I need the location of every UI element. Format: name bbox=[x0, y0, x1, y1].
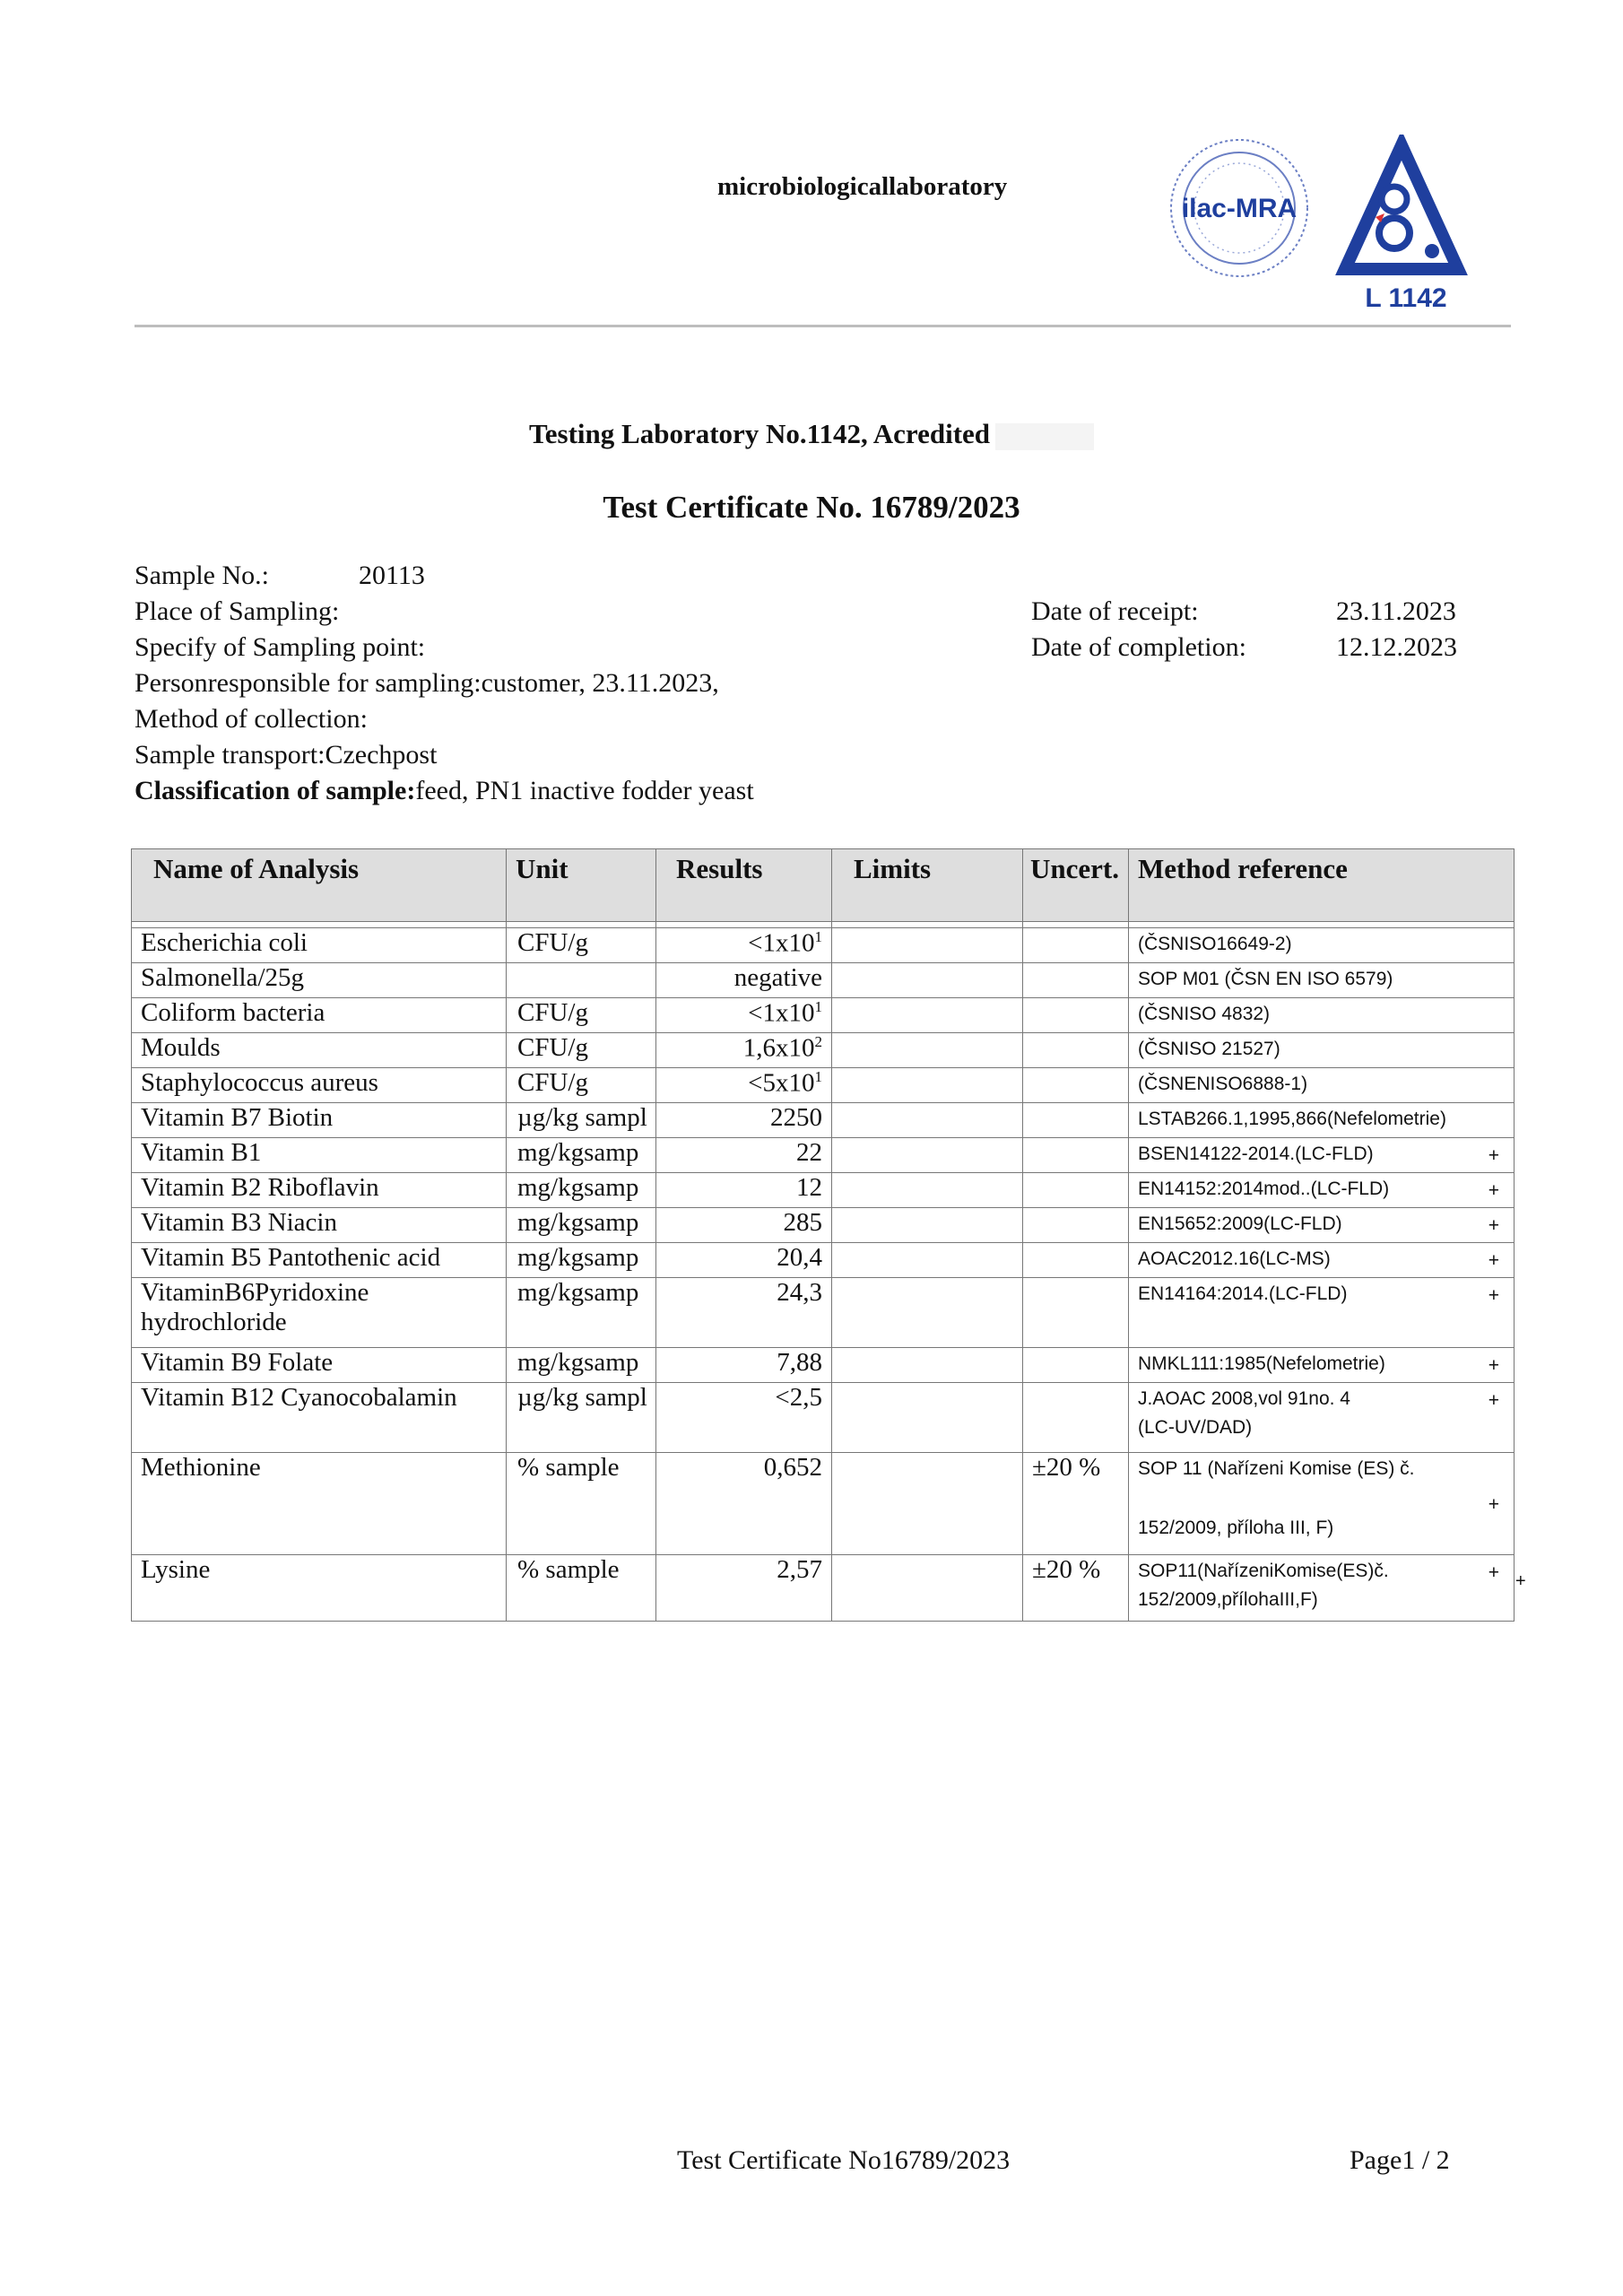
method-reference bbox=[1129, 1208, 1515, 1243]
analysis-name bbox=[132, 1383, 507, 1453]
place-of-sampling: Place of Sampling: bbox=[135, 596, 340, 626]
result-value: 0,652 bbox=[763, 1453, 822, 1482]
sampling-point: Specify of Sampling point: bbox=[135, 632, 426, 662]
result bbox=[656, 1173, 832, 1208]
table-row bbox=[132, 1138, 1515, 1173]
results-table bbox=[131, 848, 1515, 1622]
method-text: EN14164:2014.(LC-FLD) bbox=[1138, 1283, 1348, 1304]
analysis-name-text: Methionine bbox=[141, 1453, 261, 1482]
date-of-completion-row: Date of completion: 12.12.2023 bbox=[1031, 632, 1457, 662]
method-text: J.AOAC 2008,vol 91no. 4 bbox=[1138, 1388, 1350, 1409]
limit bbox=[832, 1068, 1023, 1103]
result-value: <5x10 bbox=[748, 1068, 815, 1098]
limit bbox=[832, 998, 1023, 1033]
accreditation-plus-mark: + bbox=[1488, 1390, 1499, 1411]
result-value: <1x10 bbox=[748, 998, 815, 1028]
unit: mg/kgsamp bbox=[507, 1173, 656, 1208]
accreditation-plus-mark: + bbox=[1488, 1215, 1499, 1236]
unit: µg/kg sampl bbox=[507, 1383, 656, 1453]
uncertainty: ±20 % bbox=[1023, 1453, 1129, 1555]
limit bbox=[832, 1348, 1023, 1383]
unit: mg/kgsamp bbox=[507, 1243, 656, 1278]
accreditation-plus-mark: + bbox=[1488, 1285, 1499, 1306]
analysis-name-text: Vitamin B2 Riboflavin bbox=[141, 1173, 379, 1202]
result bbox=[656, 1208, 832, 1243]
method-text: BSEN14122-2014.(LC-FLD) bbox=[1138, 1144, 1374, 1164]
limit bbox=[832, 1173, 1023, 1208]
classification-row: Classification of sample:feed, PN1 inactive fodder yeast bbox=[135, 776, 754, 805]
method-text-2: (LC-UV/DAD) bbox=[1138, 1417, 1253, 1438]
dates-info bbox=[1031, 594, 1462, 665]
uncertainty bbox=[1023, 1278, 1129, 1348]
date-of-receipt-row: Date of receipt: 23.11.2023 bbox=[1031, 596, 1456, 626]
accreditation-plus-mark: + bbox=[1488, 1562, 1499, 1583]
table-row bbox=[132, 1383, 1515, 1453]
col-limits-header: Limits bbox=[832, 849, 1023, 922]
col-results-header: Results bbox=[656, 849, 832, 922]
laboratory-name: microbiologicallaboratory bbox=[717, 172, 1008, 201]
method-reference bbox=[1129, 1138, 1515, 1173]
limit bbox=[832, 928, 1023, 963]
table-row bbox=[132, 1068, 1515, 1103]
footer-page-number: Page1 / 2 bbox=[1350, 2145, 1450, 2175]
method-reference bbox=[1129, 1453, 1515, 1555]
result-value: negative bbox=[733, 963, 822, 992]
result bbox=[656, 1555, 832, 1622]
result-exponent: 1 bbox=[814, 928, 822, 945]
result-value: 7,88 bbox=[777, 1348, 822, 1377]
uncertainty bbox=[1023, 1173, 1129, 1208]
limit bbox=[832, 1243, 1023, 1278]
result bbox=[656, 1453, 832, 1555]
table-row bbox=[132, 1033, 1515, 1068]
table-row bbox=[132, 1208, 1515, 1243]
method-reference bbox=[1129, 1033, 1515, 1068]
table-header-row bbox=[132, 849, 1515, 922]
analysis-name-text-2: hydrochloride bbox=[141, 1308, 287, 1336]
person-responsible: Personresponsible for sampling:customer, 23.11.2023, bbox=[135, 668, 719, 698]
result-value: 12 bbox=[796, 1173, 822, 1202]
method-text: NMKL111:1985(Nefelometrie) bbox=[1138, 1353, 1385, 1374]
limit bbox=[832, 963, 1023, 998]
analysis-name bbox=[132, 1173, 507, 1208]
result-value: 1,6x10 bbox=[742, 1033, 815, 1063]
table-row bbox=[132, 1278, 1515, 1348]
table-row bbox=[132, 1555, 1515, 1622]
uncertainty bbox=[1023, 1033, 1129, 1068]
accreditation-plus-mark: + bbox=[1488, 1250, 1499, 1271]
result bbox=[656, 1033, 832, 1068]
analysis-name bbox=[132, 1068, 507, 1103]
table-row bbox=[132, 928, 1515, 963]
result-value: 2250 bbox=[770, 1103, 822, 1132]
analysis-name-text: VitaminB6Pyridoxine bbox=[141, 1278, 369, 1307]
result bbox=[656, 1103, 832, 1138]
analysis-name-text: Staphylococcus aureus bbox=[141, 1068, 378, 1097]
result-value: <1x10 bbox=[748, 928, 815, 958]
analysis-name bbox=[132, 928, 507, 963]
analysis-name bbox=[132, 1033, 507, 1068]
result bbox=[656, 1243, 832, 1278]
result-value: 2,57 bbox=[777, 1555, 822, 1584]
limit bbox=[832, 1208, 1023, 1243]
logo-code: L 1142 bbox=[1365, 283, 1447, 313]
limit bbox=[832, 1555, 1023, 1622]
receipt-date: 23.11.2023 bbox=[1336, 596, 1456, 626]
unit: µg/kg sampl bbox=[507, 1103, 656, 1138]
ilac-mra-logo bbox=[1166, 135, 1515, 318]
unit: mg/kgsamp bbox=[507, 1138, 656, 1173]
result-value: 24,3 bbox=[777, 1278, 822, 1307]
unit: mg/kgsamp bbox=[507, 1278, 656, 1348]
analysis-name-text: Moulds bbox=[141, 1033, 221, 1062]
analysis-name-text: Vitamin B7 Biotin bbox=[141, 1103, 334, 1132]
sample-no-row: Sample No.: 20113 bbox=[135, 561, 425, 590]
sample-no: 20113 bbox=[359, 561, 425, 590]
method-reference bbox=[1129, 1555, 1515, 1622]
method-text: LSTAB266.1,1995,866(Nefelometrie) bbox=[1138, 1109, 1446, 1129]
method-reference bbox=[1129, 1348, 1515, 1383]
analysis-name-text: Escherichia coli bbox=[141, 928, 308, 957]
analysis-name bbox=[132, 1453, 507, 1555]
analysis-name bbox=[132, 1243, 507, 1278]
col-name-header: Name of Analysis bbox=[132, 849, 507, 922]
analysis-name bbox=[132, 1278, 507, 1348]
uncertainty bbox=[1023, 1383, 1129, 1453]
accreditation-plus-mark: + bbox=[1488, 1145, 1499, 1166]
analysis-name bbox=[132, 1208, 507, 1243]
result bbox=[656, 1138, 832, 1173]
result bbox=[656, 928, 832, 963]
uncertainty bbox=[1023, 1243, 1129, 1278]
method-reference bbox=[1129, 963, 1515, 998]
result-exponent: 1 bbox=[814, 998, 822, 1015]
result-value: 285 bbox=[783, 1208, 822, 1237]
result bbox=[656, 1278, 832, 1348]
accreditation-plus-mark: + bbox=[1488, 1180, 1499, 1201]
sample-info bbox=[135, 558, 754, 809]
result-exponent: 2 bbox=[814, 1033, 822, 1050]
result-value: 20,4 bbox=[777, 1243, 822, 1272]
outside-plus-mark: + bbox=[1515, 1571, 1526, 1591]
analysis-name-text: Vitamin B1 bbox=[141, 1138, 262, 1167]
footer-certificate: Test Certificate No16789/2023 bbox=[677, 2145, 1011, 2175]
method-text-2: 152/2009, příloha III, F) bbox=[1138, 1518, 1334, 1538]
analysis-name-text: Coliform bacteria bbox=[141, 998, 325, 1027]
analysis-name-text: Vitamin B3 Niacin bbox=[141, 1208, 337, 1237]
accreditation-plus-mark: + bbox=[1488, 1494, 1499, 1515]
unit: mg/kgsamp bbox=[507, 1208, 656, 1243]
table-row bbox=[132, 963, 1515, 998]
accreditation-line: Testing Laboratory No.1142, Acredited bbox=[0, 418, 1623, 450]
unit: CFU/g bbox=[507, 928, 656, 963]
method-text-2: 152/2009,přílohaIII,F) bbox=[1138, 1589, 1318, 1610]
method-text: (ČSNENISO6888-1) bbox=[1138, 1074, 1308, 1094]
result bbox=[656, 963, 832, 998]
method-reference bbox=[1129, 928, 1515, 963]
uncertainty bbox=[1023, 1068, 1129, 1103]
certificate-title: Test Certificate No. 16789/2023 bbox=[603, 490, 1020, 525]
redacted-area bbox=[995, 423, 1094, 450]
result bbox=[656, 1383, 832, 1453]
uncertainty bbox=[1023, 963, 1129, 998]
limit bbox=[832, 1453, 1023, 1555]
method-text: AOAC2012.16(LC-MS) bbox=[1138, 1248, 1331, 1269]
col-unit-header: Unit bbox=[507, 849, 656, 922]
ilac-logo-text: ilac-MRA bbox=[1181, 194, 1298, 223]
analysis-name bbox=[132, 1555, 507, 1622]
method-reference bbox=[1129, 1383, 1515, 1453]
analysis-name-text: Lysine bbox=[141, 1555, 211, 1584]
limit bbox=[832, 1138, 1023, 1173]
limit bbox=[832, 1383, 1023, 1453]
analysis-name bbox=[132, 1103, 507, 1138]
uncertainty bbox=[1023, 1348, 1129, 1383]
limit bbox=[832, 1033, 1023, 1068]
accreditation-logos bbox=[1166, 135, 1515, 318]
limit bbox=[832, 1278, 1023, 1348]
method-reference bbox=[1129, 1103, 1515, 1138]
result bbox=[656, 1068, 832, 1103]
col-method-header: Method reference bbox=[1129, 849, 1515, 922]
unit: % sample bbox=[507, 1555, 656, 1622]
method-reference bbox=[1129, 1173, 1515, 1208]
unit: CFU/g bbox=[507, 1068, 656, 1103]
method-reference bbox=[1129, 1068, 1515, 1103]
method-reference bbox=[1129, 998, 1515, 1033]
unit: CFU/g bbox=[507, 1033, 656, 1068]
completion-date: 12.12.2023 bbox=[1336, 632, 1457, 662]
table-row bbox=[132, 1173, 1515, 1208]
result-value: <2,5 bbox=[775, 1383, 822, 1412]
table-row bbox=[132, 1243, 1515, 1278]
header-divider bbox=[135, 325, 1511, 327]
table-row bbox=[132, 1453, 1515, 1555]
unit: % sample bbox=[507, 1453, 656, 1555]
result bbox=[656, 998, 832, 1033]
table-row bbox=[132, 1103, 1515, 1138]
method-text: SOP11(NařízeniKomise(ES)č. bbox=[1138, 1561, 1389, 1581]
analysis-name-text: Vitamin B5 Pantothenic acid bbox=[141, 1243, 441, 1272]
uncertainty bbox=[1023, 1103, 1129, 1138]
uncertainty bbox=[1023, 1138, 1129, 1173]
unit: CFU/g bbox=[507, 998, 656, 1033]
result-exponent: 1 bbox=[814, 1068, 822, 1085]
uncertainty: ±20 % bbox=[1023, 1555, 1129, 1622]
analysis-name bbox=[132, 1348, 507, 1383]
sample-transport: Sample transport:Czechpost bbox=[135, 740, 438, 770]
method-text: (ČSNISO 4832) bbox=[1138, 1004, 1271, 1024]
method-reference bbox=[1129, 1278, 1515, 1348]
method-text: SOP M01 (ČSN EN ISO 6579) bbox=[1138, 969, 1393, 989]
method-text: EN15652:2009(LC-FLD) bbox=[1138, 1213, 1342, 1234]
method-of-collection: Method of collection: bbox=[135, 704, 368, 734]
analysis-name-text: Vitamin B12 Cyanocobalamin bbox=[141, 1383, 457, 1412]
accreditation-plus-mark: + bbox=[1488, 1355, 1499, 1376]
analysis-name-text: Salmonella/25g bbox=[141, 963, 305, 992]
uncertainty bbox=[1023, 928, 1129, 963]
col-uncert-header: Uncert. bbox=[1023, 849, 1129, 922]
method-text: (ČSNISO16649-2) bbox=[1138, 934, 1292, 954]
method-text: (ČSNISO 21527) bbox=[1138, 1039, 1280, 1059]
table-row bbox=[132, 1348, 1515, 1383]
unit: mg/kgsamp bbox=[507, 1348, 656, 1383]
spacer-row bbox=[132, 922, 1515, 928]
limit bbox=[832, 1103, 1023, 1138]
analysis-name bbox=[132, 963, 507, 998]
method-reference bbox=[1129, 1243, 1515, 1278]
result-value: 22 bbox=[796, 1138, 822, 1167]
analysis-name bbox=[132, 998, 507, 1033]
uncertainty bbox=[1023, 1208, 1129, 1243]
analysis-name-text: Vitamin B9 Folate bbox=[141, 1348, 334, 1377]
method-text: EN14152:2014mod..(LC-FLD) bbox=[1138, 1178, 1390, 1199]
analysis-name bbox=[132, 1138, 507, 1173]
unit bbox=[507, 963, 656, 998]
table-row bbox=[132, 998, 1515, 1033]
result bbox=[656, 1348, 832, 1383]
uncertainty bbox=[1023, 998, 1129, 1033]
method-text: SOP 11 (Nařízeni Komise (ES) č. bbox=[1138, 1458, 1415, 1479]
